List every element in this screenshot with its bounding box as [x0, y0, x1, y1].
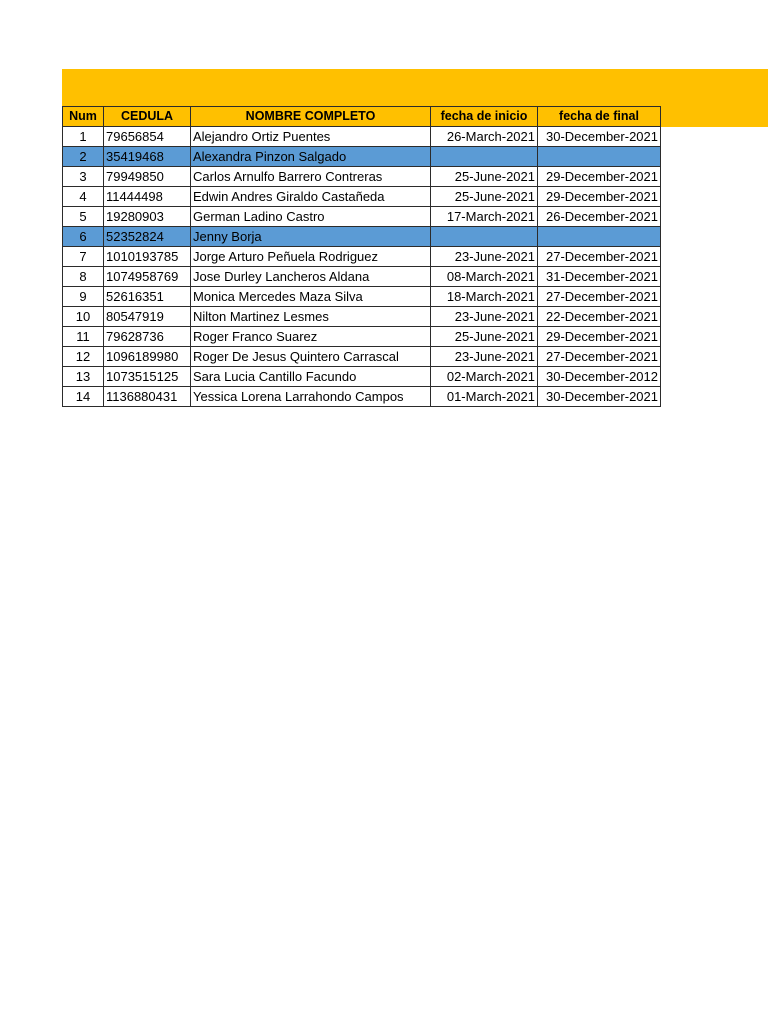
cell-final[interactable]: 29-December-2021 [538, 167, 661, 187]
cell-inicio[interactable]: 26-March-2021 [431, 127, 538, 147]
cell-num[interactable]: 9 [63, 287, 104, 307]
cell-nombre[interactable]: Jenny Borja [191, 227, 431, 247]
cell-cedula[interactable]: 52616351 [104, 287, 191, 307]
cell-inicio[interactable]: 08-March-2021 [431, 267, 538, 287]
cell-nombre[interactable]: Alexandra Pinzon Salgado [191, 147, 431, 167]
cell-inicio[interactable]: 02-March-2021 [431, 367, 538, 387]
cell-num[interactable]: 8 [63, 267, 104, 287]
header-final: fecha de final [538, 107, 661, 127]
cell-inicio[interactable]: 01-March-2021 [431, 387, 538, 407]
cell-final[interactable]: 27-December-2021 [538, 347, 661, 367]
table-row [63, 367, 661, 387]
table-row [63, 287, 661, 307]
cell-cedula[interactable]: 1096189980 [104, 347, 191, 367]
cell-num[interactable]: 12 [63, 347, 104, 367]
table-row [63, 247, 661, 267]
cell-num[interactable]: 11 [63, 327, 104, 347]
cell-num[interactable]: 4 [63, 187, 104, 207]
table-row [63, 227, 661, 247]
cell-final[interactable]: 30-December-2012 [538, 367, 661, 387]
cell-final[interactable]: 27-December-2021 [538, 247, 661, 267]
cell-final[interactable]: 30-December-2021 [538, 127, 661, 147]
cell-cedula[interactable]: 1073515125 [104, 367, 191, 387]
cell-cedula[interactable]: 1136880431 [104, 387, 191, 407]
cell-inicio[interactable]: 25-June-2021 [431, 167, 538, 187]
cell-final[interactable]: 27-December-2021 [538, 287, 661, 307]
table-row [63, 347, 661, 367]
table-row [63, 207, 661, 227]
cell-inicio[interactable]: 25-June-2021 [431, 327, 538, 347]
cell-inicio[interactable]: 23-June-2021 [431, 347, 538, 367]
header-num: Num [63, 107, 104, 127]
cell-cedula[interactable]: 79656854 [104, 127, 191, 147]
cell-num[interactable]: 2 [63, 147, 104, 167]
cell-final[interactable] [538, 227, 661, 247]
table-row [63, 187, 661, 207]
cell-cedula[interactable]: 1010193785 [104, 247, 191, 267]
cell-num[interactable]: 3 [63, 167, 104, 187]
cell-cedula[interactable]: 19280903 [104, 207, 191, 227]
header-nombre: NOMBRE COMPLETO [191, 107, 431, 127]
table-row [63, 387, 661, 407]
cell-nombre[interactable]: Jose Durley Lancheros Aldana [191, 267, 431, 287]
cell-inicio[interactable]: 17-March-2021 [431, 207, 538, 227]
header-inicio: fecha de inicio [431, 107, 538, 127]
cell-num[interactable]: 5 [63, 207, 104, 227]
cell-cedula[interactable]: 79949850 [104, 167, 191, 187]
cell-cedula[interactable]: 35419468 [104, 147, 191, 167]
cell-cedula[interactable]: 11444498 [104, 187, 191, 207]
cell-final[interactable] [538, 147, 661, 167]
header-cedula: CEDULA [104, 107, 191, 127]
cell-final[interactable]: 29-December-2021 [538, 187, 661, 207]
cell-nombre[interactable]: Yessica Lorena Larrahondo Campos [191, 387, 431, 407]
cell-num[interactable]: 7 [63, 247, 104, 267]
cell-inicio[interactable]: 18-March-2021 [431, 287, 538, 307]
cell-num[interactable]: 13 [63, 367, 104, 387]
table-row [63, 167, 661, 187]
cell-nombre[interactable]: Edwin Andres Giraldo Castañeda [191, 187, 431, 207]
cell-num[interactable]: 6 [63, 227, 104, 247]
cell-nombre[interactable]: Jorge Arturo Peñuela Rodriguez [191, 247, 431, 267]
cell-num[interactable]: 14 [63, 387, 104, 407]
cell-final[interactable]: 22-December-2021 [538, 307, 661, 327]
cell-cedula[interactable]: 79628736 [104, 327, 191, 347]
cell-num[interactable]: 1 [63, 127, 104, 147]
employee-table [62, 106, 661, 407]
cell-final[interactable]: 26-December-2021 [538, 207, 661, 227]
cell-cedula[interactable]: 52352824 [104, 227, 191, 247]
cell-inicio[interactable]: 23-June-2021 [431, 307, 538, 327]
cell-final[interactable]: 31-December-2021 [538, 267, 661, 287]
cell-final[interactable]: 30-December-2021 [538, 387, 661, 407]
table-row [63, 267, 661, 287]
table-row [63, 147, 661, 167]
cell-nombre[interactable]: Monica Mercedes Maza Silva [191, 287, 431, 307]
cell-cedula[interactable]: 80547919 [104, 307, 191, 327]
cell-nombre[interactable]: German Ladino Castro [191, 207, 431, 227]
cell-nombre[interactable]: Carlos Arnulfo Barrero Contreras [191, 167, 431, 187]
cell-inicio[interactable] [431, 227, 538, 247]
table-row [63, 307, 661, 327]
table-header-row [63, 107, 661, 127]
cell-nombre[interactable]: Roger Franco Suarez [191, 327, 431, 347]
cell-final[interactable]: 29-December-2021 [538, 327, 661, 347]
cell-cedula[interactable]: 1074958769 [104, 267, 191, 287]
cell-nombre[interactable]: Alejandro Ortiz Puentes [191, 127, 431, 147]
cell-nombre[interactable]: Sara Lucia Cantillo Facundo [191, 367, 431, 387]
cell-inicio[interactable]: 23-June-2021 [431, 247, 538, 267]
cell-nombre[interactable]: Roger De Jesus Quintero Carrascal [191, 347, 431, 367]
cell-inicio[interactable]: 25-June-2021 [431, 187, 538, 207]
cell-inicio[interactable] [431, 147, 538, 167]
table-row [63, 127, 661, 147]
table-row [63, 327, 661, 347]
cell-nombre[interactable]: Nilton Martinez Lesmes [191, 307, 431, 327]
cell-num[interactable]: 10 [63, 307, 104, 327]
